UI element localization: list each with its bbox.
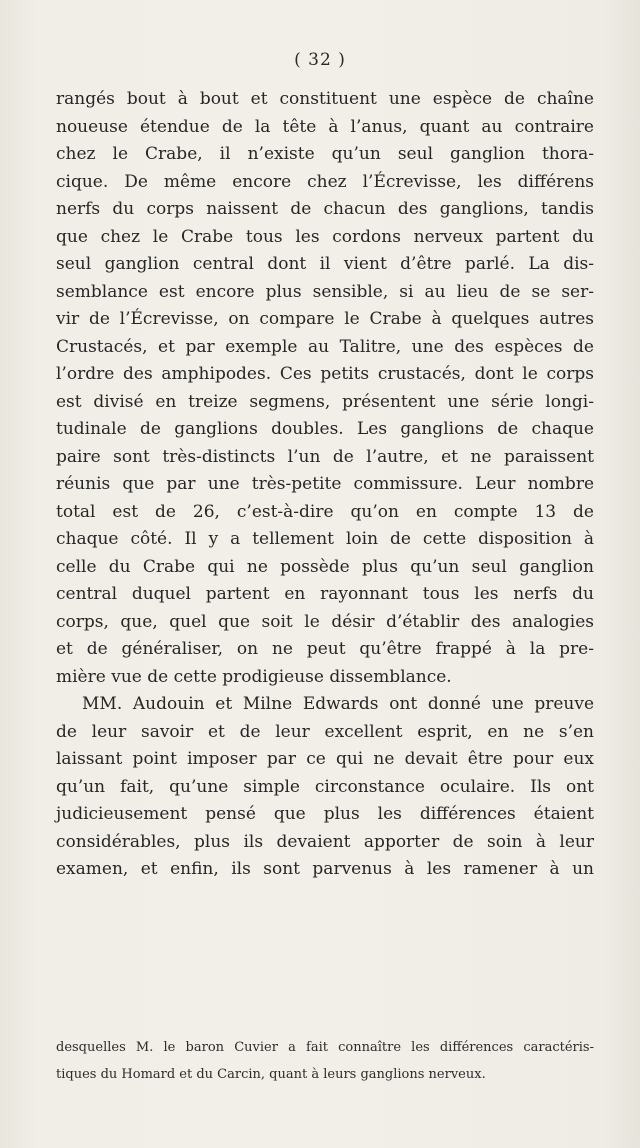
footnote (56, 1034, 594, 1088)
text-line: est divisé en treize segmens, présentent une série longi- (56, 391, 594, 412)
text-line: rangés bout à bout et constituent une espèce de chaîne (56, 89, 594, 109)
text-line: et de généraliser, on ne peut qu’être frappé à la pre- (56, 639, 594, 659)
text-line: chez le Crabe, il n’existe qu’un seul ganglion thora- (56, 144, 594, 164)
text-line: paire sont très-distincts l’un de l’autre, et ne paraissent (56, 446, 594, 467)
page-number: ( 32 ) (294, 50, 346, 70)
text-line: cique. De même encore chez l’Écrevisse, les différens (56, 171, 594, 192)
text-line: chaque côté. Il y a tellement loin de cette disposition à (56, 529, 594, 549)
text-line: tudinale de ganglions doubles. Les ganglions de chaque (56, 419, 594, 439)
text-line: Crustacés, et par exemple au Talitre, une des espèces de (56, 336, 594, 357)
body-text (56, 86, 594, 884)
text-line: mière vue de cette prodigieuse dissemblance. (56, 666, 452, 687)
text-line: qu’un fait, qu’une simple circonstance oculaire. Ils ont (56, 776, 594, 797)
text-line: laissant point imposer par ce qui ne devait être pour eux (56, 749, 594, 769)
text-line: nerfs du corps naissent de chacun des ganglions, tandis (56, 199, 594, 219)
text-line: noueuse étendue de la tête à l’anus, quant au contraire (56, 116, 594, 137)
text-line: semblance est encore plus sensible, si au lieu de se ser- (56, 281, 594, 302)
text-line: vir de l’Écrevisse, on compare le Crabe à quelques autres (56, 309, 594, 329)
text-line: MM. Audouin et Milne Edwards ont donné une preuve (82, 694, 594, 714)
text-line: de leur savoir et de leur excellent esprit, en ne s’en (56, 721, 594, 742)
text-line: que chez le Crabe tous les cordons nerveux partent du (56, 226, 594, 247)
text-line: examen, et enfin, ils sont parvenus à les ramener à un (56, 859, 594, 879)
text-line: judicieusement pensé que plus les différences étaient (56, 804, 594, 824)
text-line: considérables, plus ils devaient apporter de soin à leur (56, 831, 594, 852)
text-line: corps, que, quel que soit le désir d’établir des analogies (56, 611, 594, 632)
text-line: réunis que par une très-petite commissure. Leur nombre (56, 474, 594, 494)
text-line: central duquel partent en rayonnant tous les nerfs du (56, 584, 594, 604)
text-line: celle du Crabe qui ne possède plus qu’un seul ganglion (56, 556, 594, 577)
text-line: seul ganglion central dont il vient d’être parlé. La dis- (56, 254, 594, 274)
text-line: l’ordre des amphipodes. Ces petits crustacés, dont le corps (56, 364, 594, 384)
footnote-line: desquelles M. le baron Cuvier a fait connaître les différences caractéris- (56, 1040, 594, 1055)
text-line: total est de 26, c’est-à-dire qu’on en compte 13 de (56, 501, 594, 522)
footnote-line: tiques du Homard et du Carcin, quant à leurs ganglions nerveux. (56, 1067, 486, 1082)
